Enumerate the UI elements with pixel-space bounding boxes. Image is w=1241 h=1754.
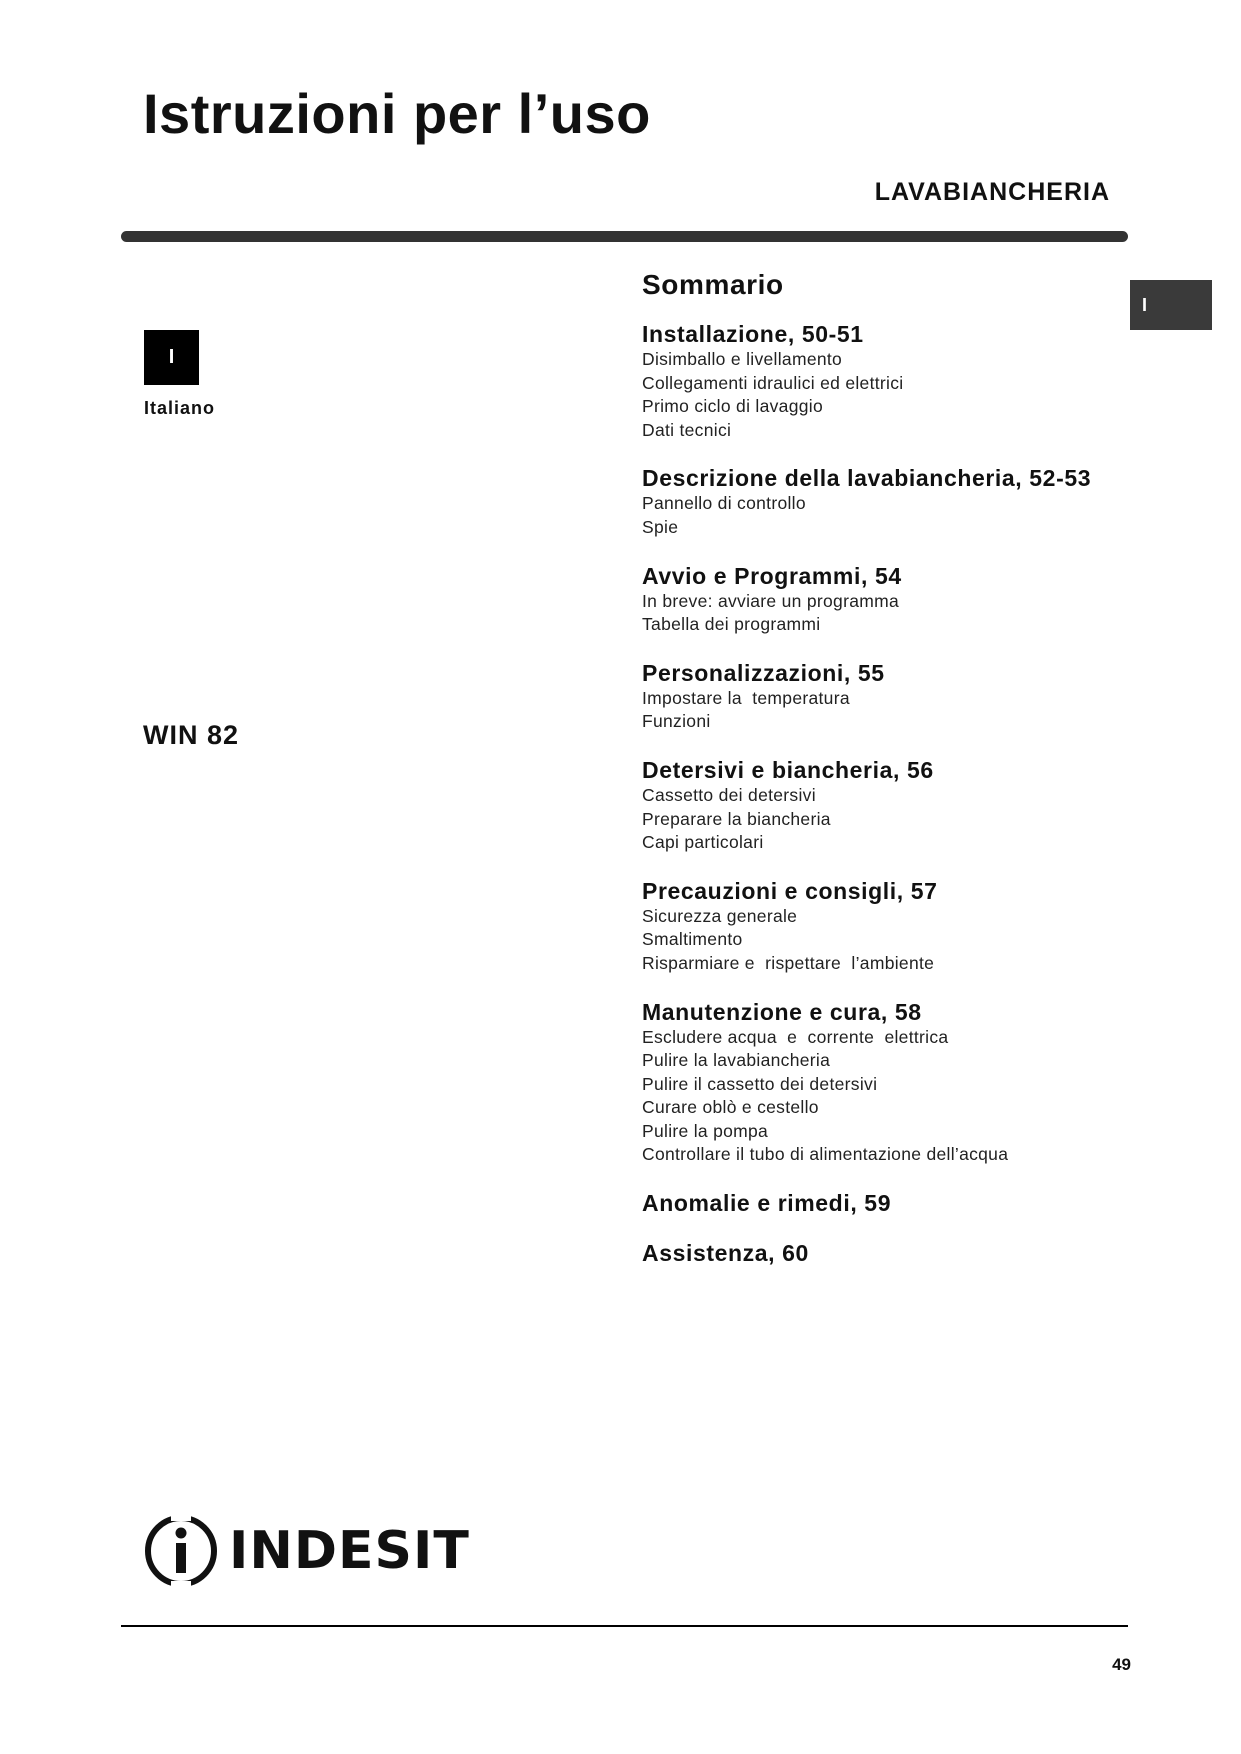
toc-item: Curare oblò e cestello: [642, 1097, 819, 1118]
toc-section-title: Descrizione della lavabiancheria, 52-53: [642, 465, 1092, 492]
toc-section: [642, 659, 1122, 734]
side-tab-label: I: [1142, 294, 1148, 315]
toc-item-list: [642, 348, 1122, 442]
toc-item: Tabella dei programmi: [642, 614, 821, 635]
toc-section: [642, 877, 1122, 976]
toc-section: [642, 562, 1122, 637]
toc-item: Primo ciclo di lavaggio: [642, 396, 824, 417]
toc-item: In breve: avviare un programma: [642, 590, 900, 611]
toc-section-title: Precauzioni e consigli, 57: [642, 877, 938, 904]
toc-item: Cassetto dei detersivi: [642, 784, 816, 805]
toc-item: Collegamenti idraulici ed elettrici: [642, 372, 904, 393]
language-code: I: [168, 346, 175, 368]
language-code-box: [144, 330, 199, 385]
toc-item-list: [642, 492, 1122, 539]
toc-item: Funzioni: [642, 711, 711, 732]
toc-item: Pulire il cassetto dei detersivi: [642, 1073, 878, 1094]
bottom-divider: [121, 1625, 1128, 1627]
toc-item: Sicurezza generale: [642, 905, 798, 926]
toc-item-list: [642, 784, 1122, 855]
toc-item-list: [642, 687, 1122, 734]
toc-heading: Sommario: [642, 269, 784, 300]
toc-section-title: Detersivi e biancheria, 56: [642, 756, 934, 783]
brand-logo: [143, 1512, 470, 1590]
toc-section-title: Assistenza, 60: [642, 1240, 809, 1267]
toc-item: Disimballo e livellamento: [642, 349, 843, 369]
top-divider: [121, 231, 1128, 242]
toc-item: Smaltimento: [642, 929, 743, 950]
language-side-tab: [1130, 280, 1212, 330]
toc-item: Spie: [642, 516, 679, 537]
toc-section-title: Manutenzione e cura, 58: [642, 998, 922, 1025]
page-number: 49: [1112, 1655, 1131, 1674]
toc-item-list: [642, 1026, 1122, 1168]
page-title: Istruzioni per l’uso: [143, 82, 651, 145]
brand-name: INDESIT: [229, 1521, 470, 1581]
document-subtitle: LAVABIANCHERIA: [874, 178, 1110, 206]
toc-section-title: Avvio e Programmi, 54: [642, 562, 902, 589]
indesit-logo-icon: [143, 1513, 219, 1589]
toc-item: Impostare la temperatura: [642, 687, 850, 708]
toc-item: Preparare la biancheria: [642, 808, 831, 829]
toc-section: [642, 464, 1122, 539]
toc-section: [642, 1239, 1122, 1267]
toc-item-list: [642, 590, 1122, 637]
toc-sections: [642, 320, 1122, 1267]
toc-item-list: [642, 905, 1122, 976]
language-label: Italiano: [144, 398, 216, 418]
toc-item: Risparmiare e rispettare l’ambiente: [642, 952, 935, 973]
toc-item: Controllare il tubo di alimentazione dell’acqua: [642, 1144, 1009, 1165]
toc-section-title: Anomalie e rimedi, 59: [642, 1190, 892, 1217]
toc-section: [642, 756, 1122, 855]
toc-item: Dati tecnici: [642, 419, 732, 440]
toc-item: Pannello di controllo: [642, 493, 806, 514]
toc-section: [642, 1189, 1122, 1217]
table-of-contents: [642, 268, 1122, 1289]
toc-section-title: Installazione, 50-51: [642, 321, 864, 347]
toc-section-title: Personalizzazioni, 55: [642, 659, 885, 686]
toc-section: [642, 320, 1122, 442]
toc-item: Escludere acqua e corrente elettrica: [642, 1026, 949, 1047]
toc-item: Capi particolari: [642, 832, 764, 853]
toc-section: [642, 998, 1122, 1168]
toc-item: Pulire la lavabiancheria: [642, 1050, 831, 1071]
toc-item: Pulire la pompa: [642, 1120, 769, 1141]
model-name: WIN 82: [143, 720, 240, 750]
